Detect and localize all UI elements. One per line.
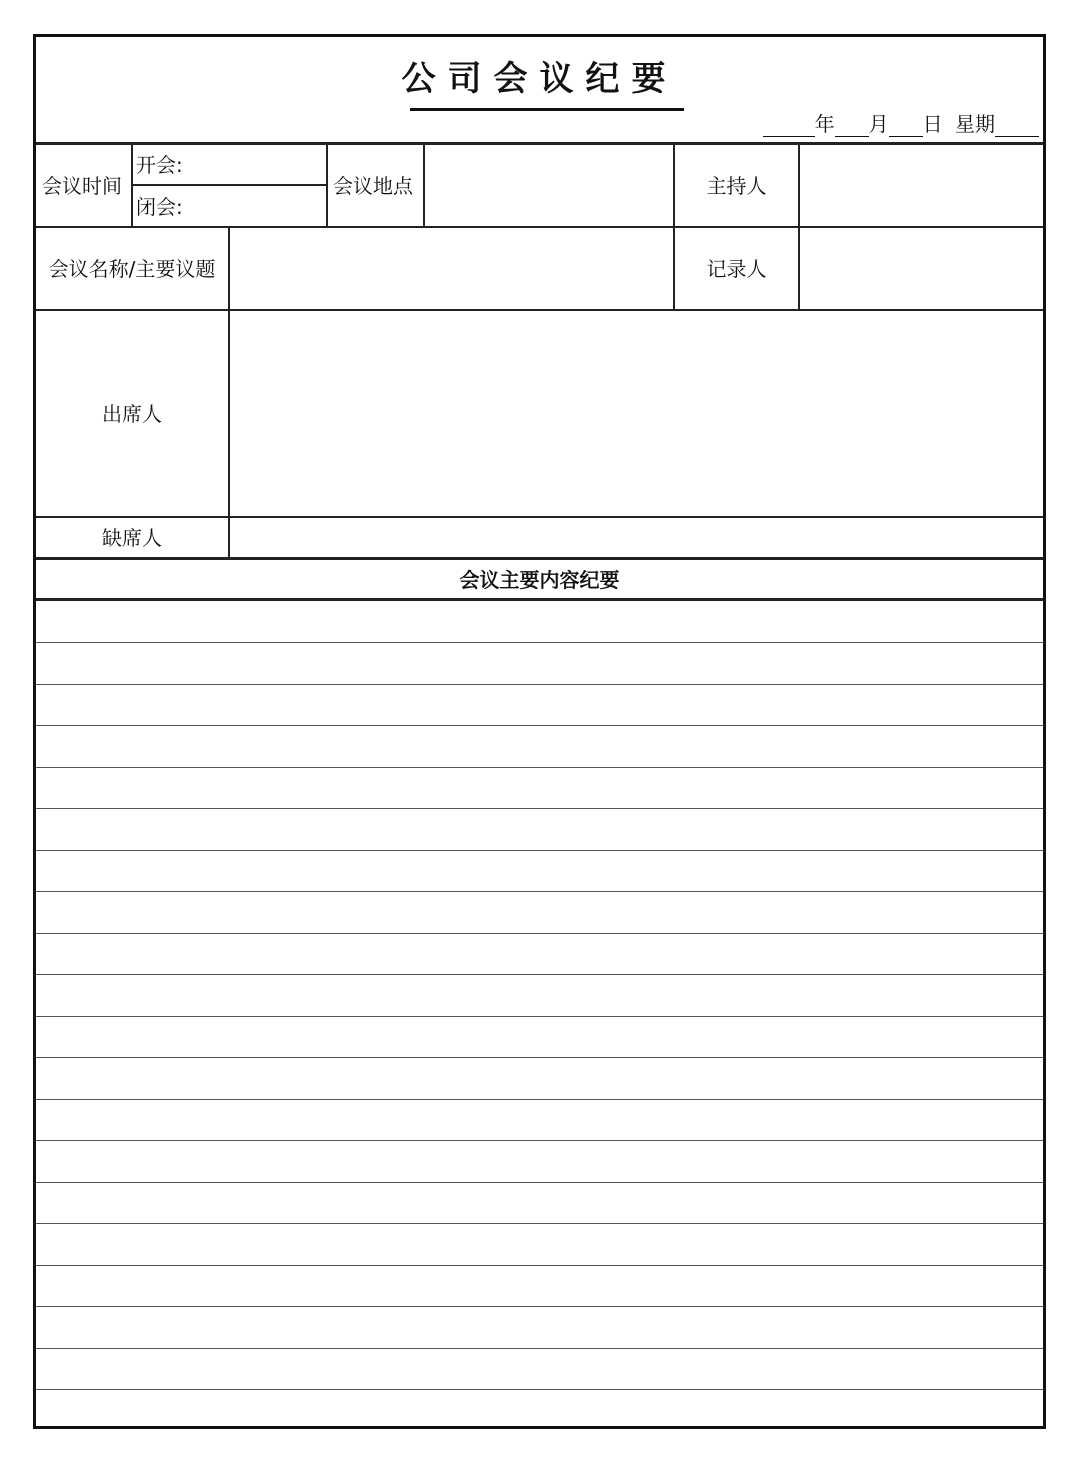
note-rule-line	[36, 1016, 1043, 1017]
vline-host-label	[673, 144, 675, 310]
vline-time	[131, 144, 133, 227]
year-label: 年	[814, 112, 835, 136]
meeting-time-label: 会议时间	[42, 174, 122, 198]
note-rule-line	[36, 1099, 1043, 1100]
vline-host-value	[798, 144, 800, 310]
note-rule-line	[36, 1265, 1043, 1266]
note-rule-line	[36, 808, 1043, 809]
header-divider	[36, 142, 1043, 145]
attendees-label: 出席人	[102, 402, 162, 426]
location-label: 会议地点	[333, 174, 413, 198]
start-time-label: 开会:	[136, 153, 183, 177]
note-rule-line	[36, 725, 1043, 726]
note-rule-line	[36, 1389, 1043, 1390]
meeting-minutes-form	[33, 34, 1046, 1429]
day-label: 日	[922, 112, 943, 136]
topic-label: 会议名称/主要议题	[48, 257, 216, 281]
note-rule-line	[36, 1223, 1043, 1224]
note-rule-line	[36, 1182, 1043, 1183]
vline-topic-attendees	[228, 227, 230, 558]
day-blank[interactable]	[889, 114, 923, 137]
note-rule-line	[36, 684, 1043, 685]
attendees-divider	[36, 516, 1043, 518]
note-rule-line	[36, 1348, 1043, 1349]
note-rule-line	[36, 1140, 1043, 1141]
weekday-label: 星期	[955, 112, 995, 136]
note-rule-line	[36, 850, 1043, 851]
absentees-divider	[36, 557, 1043, 560]
year-blank[interactable]	[763, 114, 815, 137]
end-time-label: 闭会:	[136, 195, 183, 219]
note-rule-line	[36, 891, 1043, 892]
note-rule-line	[36, 642, 1043, 643]
absentees-label: 缺席人	[102, 526, 162, 550]
note-rule-line	[36, 767, 1043, 768]
note-rule-line	[36, 933, 1043, 934]
recorder-label: 记录人	[706, 257, 767, 281]
weekday-blank[interactable]	[995, 114, 1039, 137]
row1-divider	[36, 226, 1043, 228]
month-label: 月	[868, 112, 889, 136]
form-title: 公司会议纪要	[401, 59, 678, 99]
note-rule-line	[36, 1306, 1043, 1307]
month-blank[interactable]	[835, 114, 869, 137]
host-label: 主持人	[706, 174, 767, 198]
section-title-divider	[36, 598, 1043, 601]
title-underline	[410, 108, 684, 111]
vline-location-value	[423, 144, 425, 227]
note-rule-line	[36, 1057, 1043, 1058]
time-split-line	[132, 184, 326, 186]
content-section-title: 会议主要内容纪要	[459, 568, 620, 592]
date-line	[763, 111, 1039, 137]
note-rule-line	[36, 974, 1043, 975]
row2-divider	[36, 309, 1043, 311]
vline-location-label	[326, 144, 328, 227]
